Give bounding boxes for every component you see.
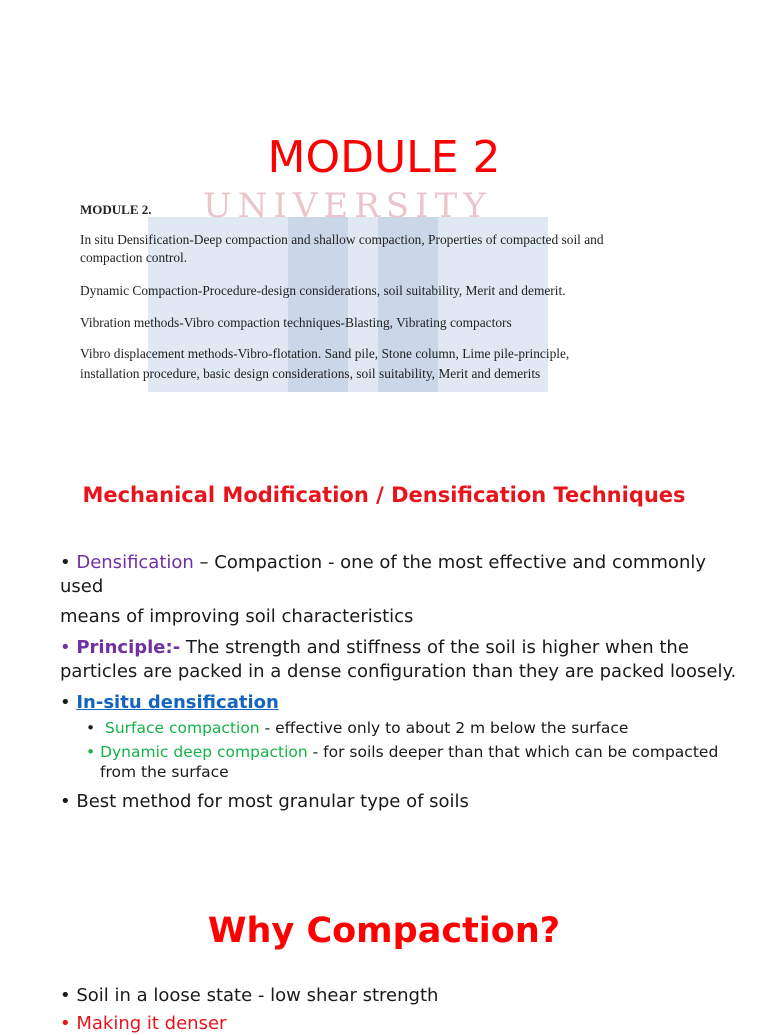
sub-term: Surface compaction <box>105 719 260 737</box>
why-heading: Why Compaction? <box>207 911 561 951</box>
section-heading: Mechanical Modification / Densification Techniques <box>82 483 686 507</box>
bullet-dot: • <box>60 692 77 713</box>
bullet-insitu <box>60 691 279 714</box>
sub-bullet-surface <box>86 718 726 738</box>
bullet-dot: • <box>86 743 101 761</box>
bullet-dot: • <box>60 985 77 1006</box>
scan-line: Vibration methods-Vibro compaction techniques-Blasting, Vibrating compactors <box>80 315 512 330</box>
bullet-text: The strength and stiffness of the soil is higher when the <box>185 637 689 658</box>
bullet-continuation: means of improving soil characteristics <box>60 606 414 627</box>
syllabus-scan <box>78 192 678 392</box>
why-bullet <box>60 984 438 1007</box>
bullet-text: Making it denser <box>76 1013 227 1034</box>
bullet-dot: • <box>60 1013 77 1034</box>
scan-line: compaction control. <box>80 250 188 265</box>
sub-text: - effective only to about 2 m below the surface <box>264 719 629 737</box>
bullet-densification <box>60 551 720 574</box>
bullet-text: – Compaction - one of the most effective and commonly <box>199 552 706 573</box>
sub-text: - for soils deeper than that which can be compacted <box>312 743 719 761</box>
scan-line: installation procedure, basic design considerations, soil suitability, Merit and demerits <box>80 366 541 381</box>
sub-term: Dynamic deep compaction <box>100 743 308 761</box>
bullet-term: Principle:- <box>76 637 181 658</box>
insitu-densification-link[interactable]: In-situ densification <box>76 692 279 713</box>
bullet-dot: • <box>60 791 77 812</box>
bullet-text: Soil in a loose state - low shear strength <box>76 985 439 1006</box>
sub-bullet-dynamic <box>86 742 736 762</box>
bullet-principle <box>60 636 740 659</box>
scan-line: Dynamic Compaction-Procedure-design considerations, soil suitability, Merit and demerit. <box>80 283 566 298</box>
sub-continuation: from the surface <box>100 763 229 781</box>
bullet-dot: • <box>86 719 105 737</box>
bullet-term: Densification <box>76 552 194 573</box>
scan-line: Vibro displacement methods-Vibro-flotation. Sand pile, Stone column, Lime pile-principle, <box>80 346 570 361</box>
bullet-dot: • <box>60 552 77 573</box>
bullet-continuation: particles are packed in a dense configuration than they are packed loosely. <box>60 661 737 682</box>
bullet-wrap: used <box>60 576 104 597</box>
watermark-text: UNIVERSITY <box>203 186 492 226</box>
module-title: MODULE 2 <box>267 132 501 183</box>
bullet-text: Best method for most granular type of soils <box>76 791 469 812</box>
bullet-dot: • <box>60 637 77 658</box>
scan-line: In situ Densification-Deep compaction and shallow compaction, Properties of compacted soil and <box>80 232 604 247</box>
bullet-best-method <box>60 790 469 813</box>
scan-heading: MODULE 2. <box>80 202 152 217</box>
